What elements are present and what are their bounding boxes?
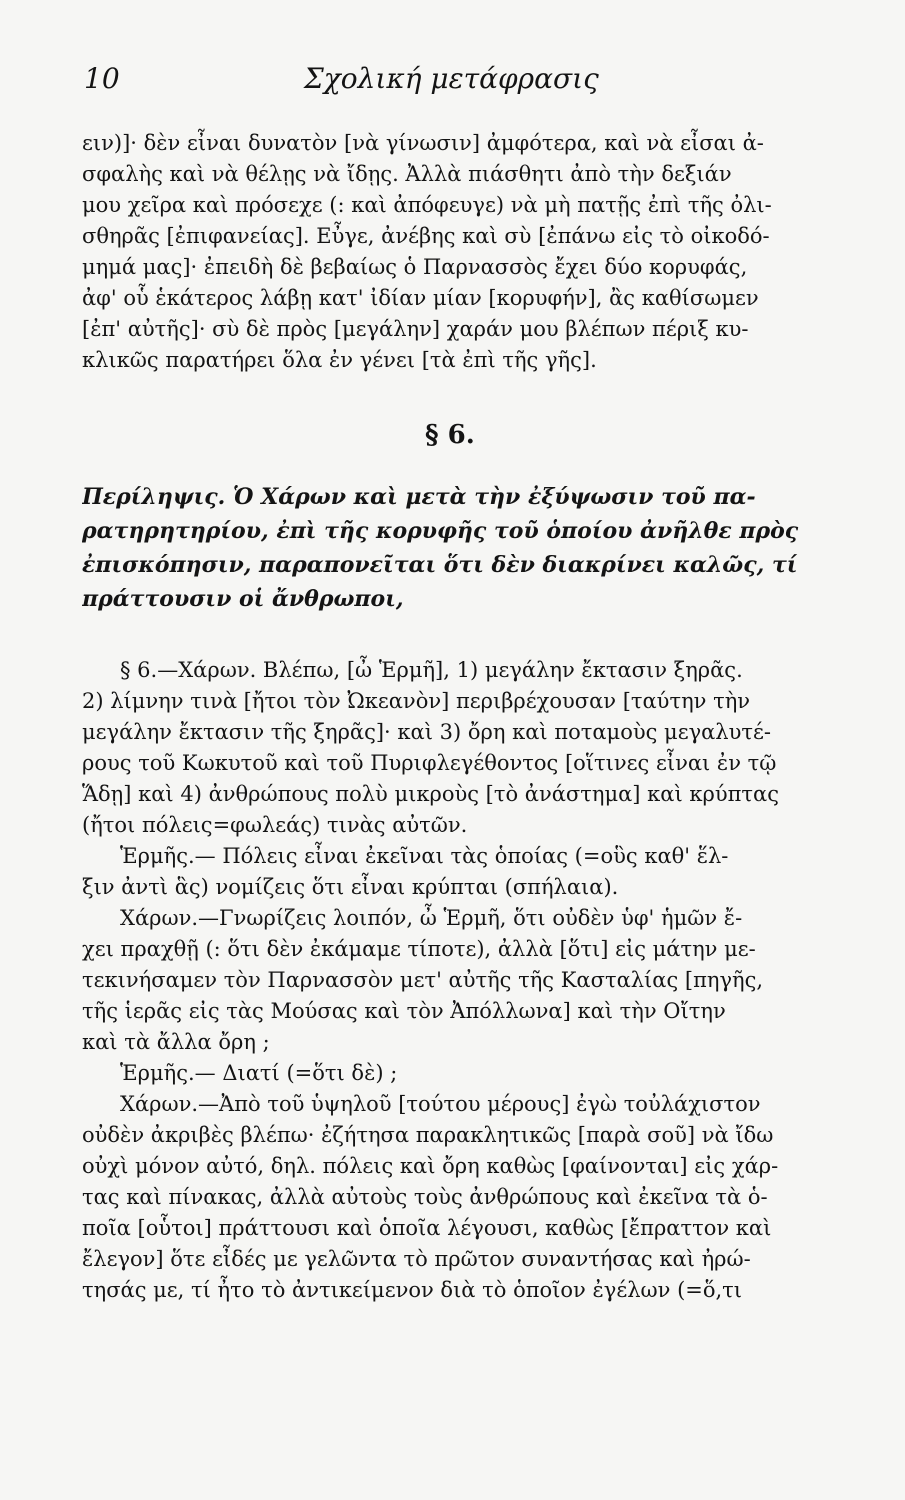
text-line: τεκινήσαμεν τὸν Παρνασσὸν μετ' αὐτῆς τῆς Κασταλίας [πηγῆς, <box>82 968 764 992</box>
text-line: Χάρων.—Γνωρίζεις λοιπόν, ὦ Ἑρμῆ, ὅτι οὐδὲν ὑφ' ἡμῶν ἔ- <box>120 906 743 930</box>
paragraph-1 <box>82 128 852 376</box>
running-title: Σχολική μετάφρασις <box>304 62 599 95</box>
text-line: μημά μας]· ἐπειδὴ δὲ βεβαίως ὁ Παρνασσὸς ἔχει δύο κορυφάς, <box>82 255 748 279</box>
text-line: κλικῶς παρατήρει ὅλα ἐν γένει [τὰ ἐπὶ τῆς γῆς]. <box>82 348 597 372</box>
text-line: μου χεῖρα καὶ πρόσεχε (: καὶ ἀπόφευγε) νὰ μὴ πατῇς ἐπὶ τῆς ὀλι- <box>82 193 772 217</box>
page-number: 10 <box>84 62 120 95</box>
section-heading: § 6. <box>425 420 475 450</box>
text-line: ξιν ἀντὶ ἃς) νομίζεις ὅτι εἶναι κρύπται (σπήλαια). <box>82 875 619 899</box>
text-line: σφαλὴς καὶ νὰ θέλῃς νὰ ἴδῃς. Ἀλλὰ πιάσθητι ἀπὸ τὴν δεξιάν <box>82 162 732 186</box>
text-line: ἔλεγον] ὅτε εἶδές με γελῶντα τὸ πρῶτον συναντήσας καὶ ἠρώ- <box>82 1247 751 1271</box>
summary-paragraph <box>82 480 852 616</box>
summary-line: Περίληψις. Ὁ Χάρων καὶ μετὰ τὴν ἐξύψωσιν τοῦ πα- <box>82 484 756 510</box>
text-line: (ἤτοι πόλεις=φωλεάς) τινὰς αὐτῶν. <box>82 813 468 837</box>
summary-line: πράττουσιν οἱ ἄνθρωποι, <box>82 586 404 612</box>
text-line: μεγάλην ἔκτασιν τῆς ξηρᾶς]· καὶ 3) ὄρη καὶ ποταμοὺς μεγαλυτέ- <box>82 720 771 744</box>
text-line: Ἑρμῆς.— Διατί (=ὅτι δὲ) ; <box>120 1061 398 1085</box>
text-line: τας καὶ πίνακας, ἀλλὰ αὐτοὺς τοὺς ἀνθρώπους καὶ ἐκεῖνα τὰ ὁ- <box>82 1185 768 1209</box>
text-line: οὐδὲν ἀκριβὲς βλέπω· ἐζήτησα παρακλητικῶς [παρὰ σοῦ] νὰ ἴδω <box>82 1123 774 1147</box>
text-line: καὶ τὰ ἄλλα ὄρη ; <box>82 1030 270 1054</box>
text-line: ἀφ' οὗ ἑκάτερος λάβῃ κατ' ἰδίαν μίαν [κορυφήν], ἂς καθίσωμεν <box>82 286 759 310</box>
text-line: χει πραχθῇ (: ὅτι δὲν ἐκάμαμε τίποτε), ἀλλὰ [ὅτι] εἰς μάτην με- <box>82 937 756 961</box>
summary-line: ρατηρητηρίου, ἐπὶ τῆς κορυφῆς τοῦ ὁποίου ἀνῆλθε πρὸς <box>82 518 799 544</box>
text-line: 2) λίμνην τινὰ [ἤτοι τὸν Ὠκεανὸν] περιβρέχουσαν [ταύτην τὴν <box>82 689 751 713</box>
text-line: ειν)]· δὲν εἶναι δυνατὸν [νὰ γίνωσιν] ἀμφότερα, καὶ νὰ εἶσαι ἀ- <box>82 131 764 155</box>
text-line: σθηρᾶς [ἐπιφανείας]. Εὖγε, ἀνέβης καὶ σὺ [ἐπάνω εἰς τὸ οἰκοδό- <box>82 224 770 248</box>
text-line: § 6.—Χάρων. Βλέπω, [ὦ Ἑρμῆ], 1) μεγάλην ἔκτασιν ξηρᾶς. <box>120 658 743 682</box>
text-line: Ἑρμῆς.— Πόλεις εἶναι ἐκεῖναι τὰς ὁποίας (=οὓς καθ' ἕλ- <box>120 844 729 868</box>
paragraph-2 <box>82 655 852 1306</box>
text-line: ποῖα [οὗτοι] πράττουσι καὶ ὁποῖα λέγουσι, καθὼς [ἔπραττον καὶ <box>82 1216 772 1240</box>
text-line: ρους τοῦ Κωκυτοῦ καὶ τοῦ Πυριφλεγέθοντος [οἵτινες εἶναι ἐν τῷ <box>82 751 777 775</box>
text-line: τῆς ἱερᾶς εἰς τὰς Μούσας καὶ τὸν Ἀπόλλωνα] καὶ τὴν Οἴτην <box>82 999 726 1023</box>
text-line: τησάς με, τί ἦτο τὸ ἀντικείμενον διὰ τὸ ὁποῖον ἐγέλων (=ὅ,τι <box>82 1278 743 1302</box>
summary-line: ἐπισκόπησιν, παραπονεῖται ὅτι δὲν διακρίνει καλῶς, τί <box>82 552 798 578</box>
text-line: Ἅδῃ] καὶ 4) ἀνθρώπους πολὺ μικροὺς [τὸ ἀνάστημα] καὶ κρύπτας <box>82 782 779 806</box>
text-line: [ἐπ' αὐτῆς]· σὺ δὲ πρὸς [μεγάλην] χαράν μου βλέπων πέριξ κυ- <box>82 317 749 341</box>
page-header <box>84 62 845 102</box>
text-line: οὐχὶ μόνον αὐτό, δηλ. πόλεις καὶ ὄρη καθὼς [φαίνονται] εἰς χάρ- <box>82 1154 779 1178</box>
text-line: Χάρων.—Ἀπὸ τοῦ ὑψηλοῦ [τούτου μέρους] ἐγὼ τοὐλάχιστον <box>120 1092 761 1116</box>
